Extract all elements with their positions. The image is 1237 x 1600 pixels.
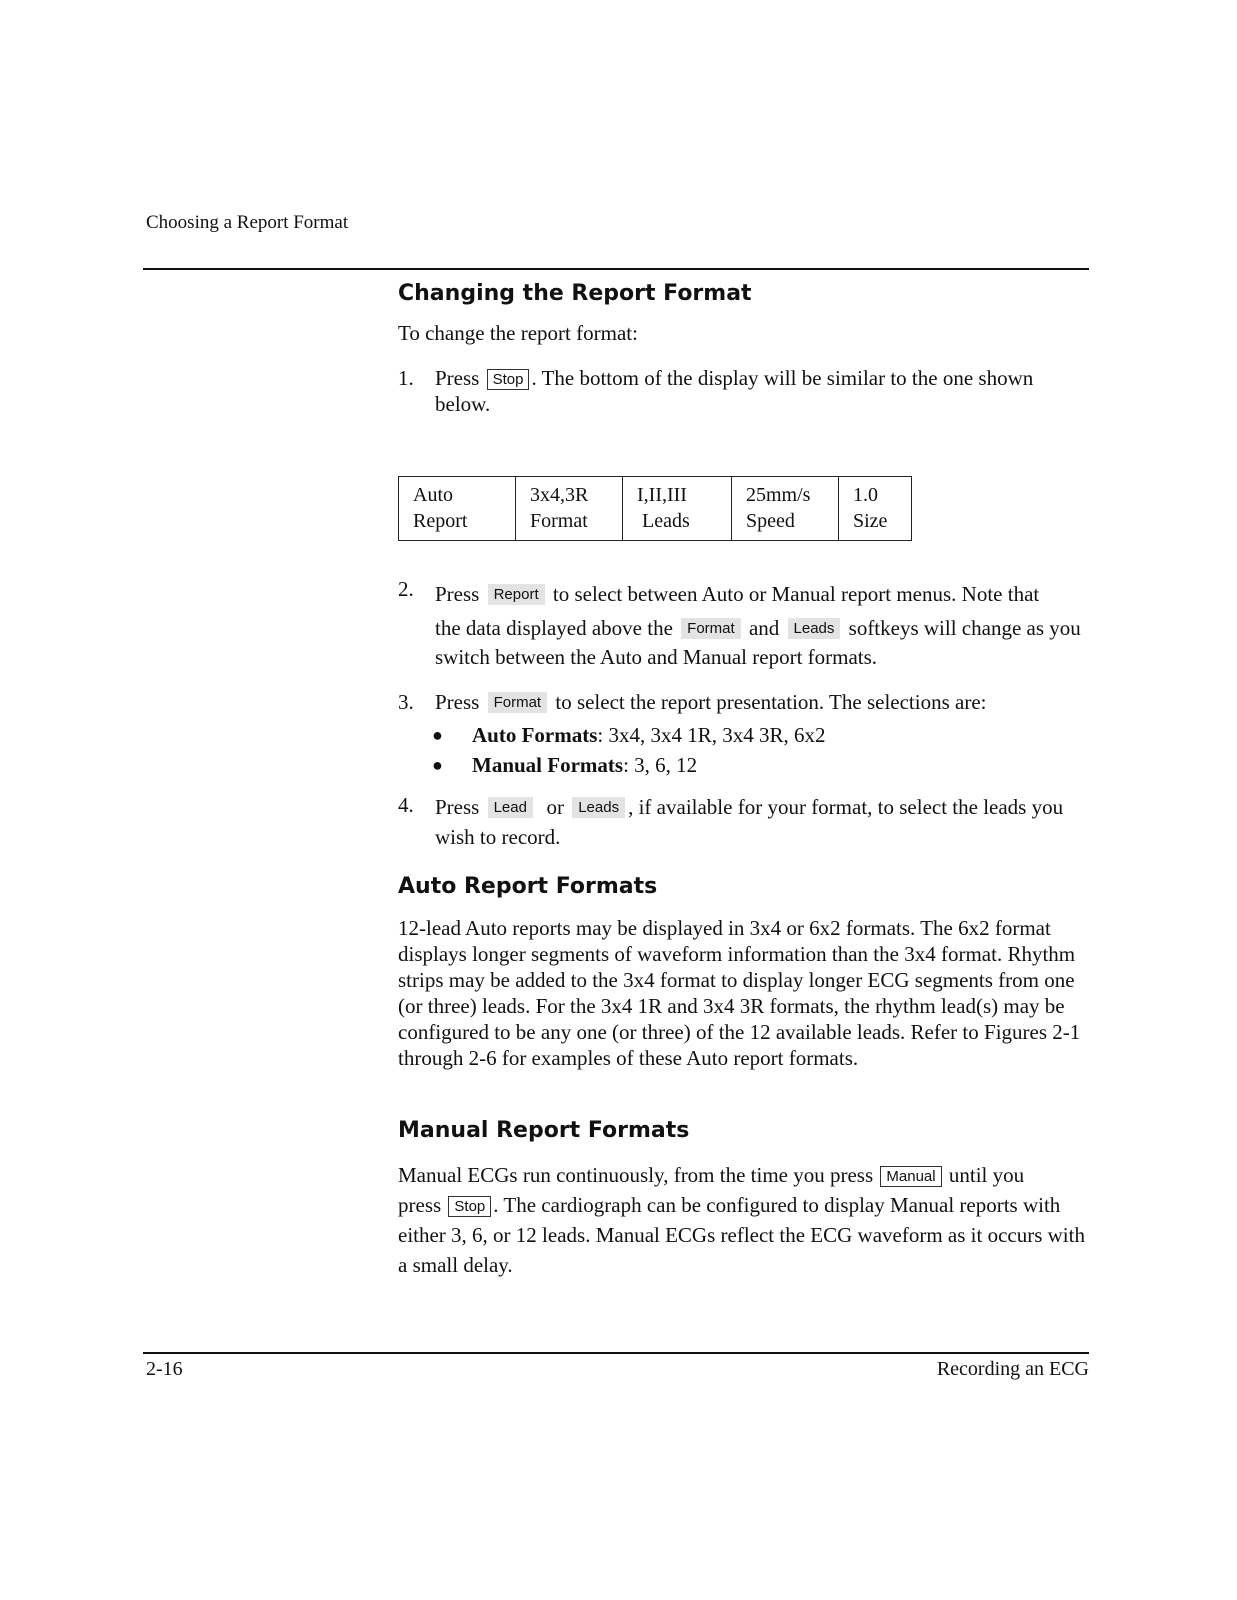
step-number: 3. [398,690,414,714]
step-number: 1. [398,366,414,390]
report-softkey: Report [488,584,545,605]
step-3 [398,689,1088,717]
stop-key: Stop [448,1196,491,1217]
step-text-part: . The bottom of the display will be similar to the one shown below. [435,366,1034,416]
bullet-label: Manual Formats [472,753,624,777]
running-header: Choosing a Report Format [146,212,349,233]
step-text [435,576,1088,675]
paragraph-text-part: press [398,1193,442,1217]
bullet-value: : 3x4, 3x4 1R, 3x4 3R, 6x2 [597,723,826,747]
lead-softkey: Lead [488,797,533,818]
display-value: Auto [413,484,453,506]
display-label: Report [413,510,468,532]
section-heading-changing-report-format: Changing the Report Format [398,281,752,306]
paragraph-text-part: . The cardiograph can be configured to display Manual reports with either 3, 6, or 12 leads. Manual ECGs reflect the ECG waveform as it occurs with a small delay. [398,1193,1085,1277]
bullet-text [472,722,826,748]
chapter-title: Recording an ECG [936,1358,1089,1380]
display-cell [732,477,839,541]
manual-key: Manual [880,1166,941,1187]
step-text-part: and [748,616,780,640]
step-text-part: the data displayed above the [435,616,673,640]
step-text-part: Press [435,582,480,606]
step-2 [398,576,1088,669]
bullet-text [472,752,697,778]
display-value: 1.0 [853,484,878,506]
bullet-label: Auto Formats [472,723,598,747]
step-text-part: softkeys will change as you switch between the Auto and Manual report formats. [435,616,1081,669]
display-label: Size [853,510,888,532]
format-softkey: Format [681,618,741,639]
bullet-icon: ● [432,725,443,745]
display-label: Speed [746,510,795,532]
section-heading-manual-report-formats: Manual Report Formats [398,1118,690,1143]
step-text [435,792,1088,852]
list-item [432,752,1082,782]
step-text-part: Press [435,690,480,714]
bullet-icon: ● [432,755,443,775]
intro-text: To change the report format: [398,321,638,345]
page-number: 2-16 [146,1358,183,1380]
display-cell [399,477,516,541]
display-label: Format [530,510,588,532]
bullet-value: : 3, 6, 12 [623,753,698,777]
manual-formats-paragraph [398,1160,1088,1280]
step-1 [398,365,1088,421]
display-value: 25mm/s [746,484,811,506]
header-rule [143,268,1089,270]
step-4 [398,792,1088,848]
step-number: 4. [398,793,414,817]
display-value: 3x4,3R [530,484,589,506]
step-text-part: Press [435,795,480,819]
step-text-part: to select the report presentation. The selections are: [555,690,987,714]
display-label: Leads [642,510,690,532]
step-number: 2. [398,577,414,601]
format-bullet-list [432,722,1082,782]
paragraph-text-part: Manual ECGs run continuously, from the time you press [398,1163,874,1187]
step-text [435,365,1088,417]
paragraph-text-part: until you [948,1163,1025,1187]
step-text-part: , if available for your format, to select the leads you wish to record. [435,795,1064,849]
section-heading-auto-report-formats: Auto Report Formats [398,874,658,899]
footer-rule [143,1352,1089,1354]
leads-softkey: Leads [788,618,841,639]
display-cell [516,477,623,541]
step-text [435,689,1088,715]
display-value: I,II,III [637,484,687,506]
step-text-part: Press [435,366,480,390]
display-cell [623,477,732,541]
leads-softkey: Leads [572,797,625,818]
auto-formats-paragraph: 12-lead Auto reports may be displayed in 3x4 or 6x2 formats. The 6x2 format displays longer segments of waveform information than the 3x4 format. Rhythm strips may be added to the 3x4 format to display longer ECG segments from one (or three) leads. For the 3x4 1R and 3x4 3R formats, the rhythm lead(s) may be configured to be any one (or three) of the 12 available leads. Refer to Figures 2-1 through 2-6 for examples of these Auto report formats. [398,916,1081,1070]
step-text-part: to select between Auto or Manual report menus. Note that [552,582,1040,606]
format-softkey: Format [488,692,548,713]
stop-key: Stop [487,369,530,390]
step-text-part: or [546,795,564,819]
display-softkey-table [398,476,912,541]
display-cell [839,477,912,541]
list-item [432,722,1082,752]
